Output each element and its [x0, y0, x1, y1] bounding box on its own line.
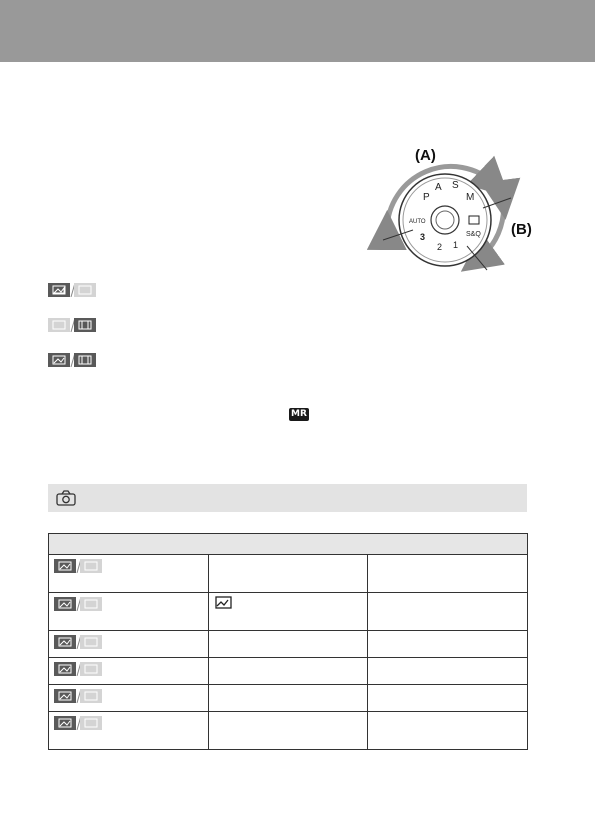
dial-mode-sq: S&Q	[466, 231, 481, 238]
dial-mode-p: P	[423, 192, 430, 203]
table-row	[49, 593, 528, 631]
still-badge-icon	[54, 662, 102, 676]
table-header-row	[49, 534, 528, 555]
table-row	[49, 631, 528, 658]
dial-mode-m: M	[466, 192, 475, 203]
table-row	[49, 658, 528, 685]
still-badge-icon	[54, 597, 102, 611]
still-badge-icon	[54, 635, 102, 649]
dial-mode-1: 1	[453, 240, 459, 250]
mode-badge-both	[48, 353, 96, 367]
mode-badge-movie	[48, 318, 96, 332]
mode-badge-still	[48, 283, 96, 297]
dial-mode-s: S	[452, 180, 459, 191]
still-badge-icon	[54, 716, 102, 730]
table-row	[49, 685, 528, 712]
still-image-icon	[215, 596, 233, 610]
mr-icon: MR	[289, 408, 309, 421]
section-header	[48, 484, 527, 512]
table-row	[49, 555, 528, 593]
still-badge-icon	[54, 689, 102, 703]
dial-mode-2: 2	[437, 242, 443, 252]
table-row	[49, 712, 528, 750]
header-bar	[0, 0, 595, 62]
dial-mode-auto: AUTO	[409, 219, 426, 225]
dial-mode-3: 3	[420, 232, 426, 242]
still-badge-icon	[54, 559, 102, 573]
table-header	[49, 534, 528, 555]
dial-label-b: (B)	[511, 221, 532, 238]
settings-table	[48, 533, 528, 750]
dial-label-a: (A)	[415, 147, 436, 164]
dial-mode-a: A	[435, 182, 442, 193]
mode-dial-illustration	[365, 138, 535, 278]
camera-icon	[56, 490, 76, 511]
